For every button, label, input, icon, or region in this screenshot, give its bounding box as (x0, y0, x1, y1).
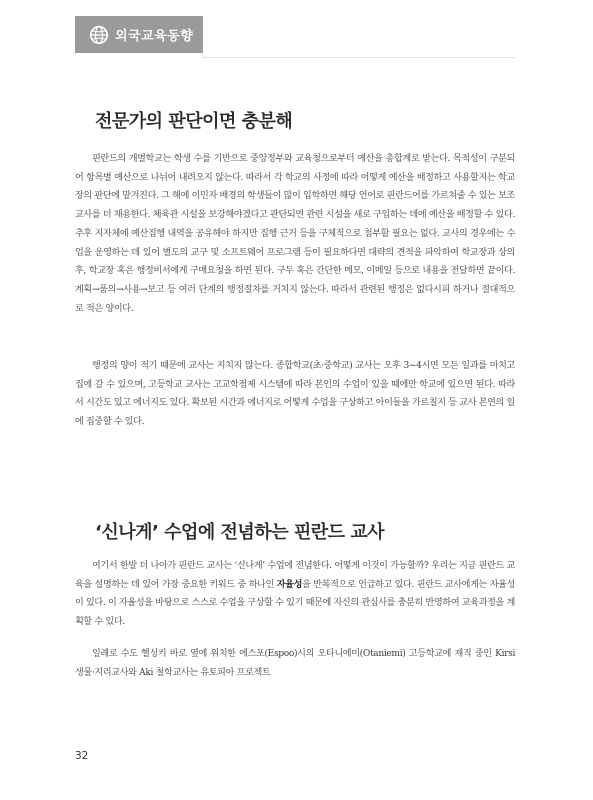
header-divider (203, 57, 515, 58)
emphasis-keyword: 자율성 (276, 579, 303, 590)
globe-icon (89, 25, 109, 45)
section-heading-2: ‘신나게’ 수업에 전념하는 핀란드 교사 (95, 522, 385, 543)
page-number: 32 (75, 750, 89, 762)
body-paragraph: 일례로 수도 헬싱키 바로 옆에 위치한 에스포(Espoo)시의 오타니에미(Otaniemi) 고등학교에 재직 중인 Kirsi 생물·지리교사와 Aki 철학교사는 유토피아 프로젝트 (75, 649, 515, 678)
body-paragraph: 행정의 양이 적기 때문에 교사는 지치지 않는다. 종합학교(초·중학교) 교사는 오후 3~4시면 모든 일과를 마치고 집에 갈 수 있으며, 고등학교 교사는 고교학점제 시스템에 따라 본인의 수업이 있을 때에만 학교에 있으면 된다. 따라서 시간도 있고 에너지도 있다. 확보된 시간과 에너지로 어떻게 수업을 구상하고 아이들을 가르칠지 등 교사 본연의 일에 집중할 수 있다. (75, 361, 515, 428)
body-paragraph: 여기서 한발 더 나아가 핀란드 교사는 ‘신나게’ 수업에 전념한다. 어떻게 이것이 가능할까? 우리는 지금 핀란드 교육을 설명하는 데 있어 가장 중요한 키워드 중 하나인 자율성을 반복적으로 언급하고 있다. 핀란드 교사에게는 자율성이 있다. 이 자율성을 바탕으로 스스로 수업을 구상할 수 있기 때문에 자신의 관심사를 충분히 반영하여 교육과정을 계획할 수 있다. (75, 561, 516, 628)
section-header-tab (75, 16, 203, 53)
body-paragraph: 핀란드의 개별학교는 학생 수를 기반으로 중앙정부와 교육청으로부터 예산을 총합계로 받는다. 목적성이 구분되어 항목별 예산으로 나뉘어 내려오지 않는다. 따라서 각 학교의 사정에 따라 어떻게 예산을 배정하고 사용할지는 학교장의 판단에 맡겨진다. 그 해에 이민자 배경의 학생들이 많이 입학하면 해당 언어로 핀란드어를 가르쳐줄 수 있는 보조교사를 더 채용한다. 체육관 시설을 보강해야겠다고 판단되면 관련 시설을 새로 구입하는 데에 예산을 배정할 수 있다. 추후 지자체에 예산집행 내역을 공유해야 하지만 집행 근거 등을 구체적으로 첨부할 필요는 없다. 교사의 경우에는 수업을 운영하는 데 있어 별도의 교구 및 소프트웨어 프로그램 등이 필요하다면 대략의 견적을 파악하여 학교장과 상의 후, 학교장 혹은 행정비서에게 구매요청을 하면 된다. 구두 혹은 간단한 메모, 이메일 등으로 내용을 전달하면 끝이다. 계획→품의→사용→보고 등 여러 단계의 행정절차를 거치지 않는다. 따라서 관련된 행정은 없다시피 하거나 절대적으로 적은 양이다. (75, 154, 515, 314)
section-label: 외국교육동향 (115, 29, 194, 44)
section-heading-1: 전문가의 판단이면 충분해 (95, 111, 293, 132)
